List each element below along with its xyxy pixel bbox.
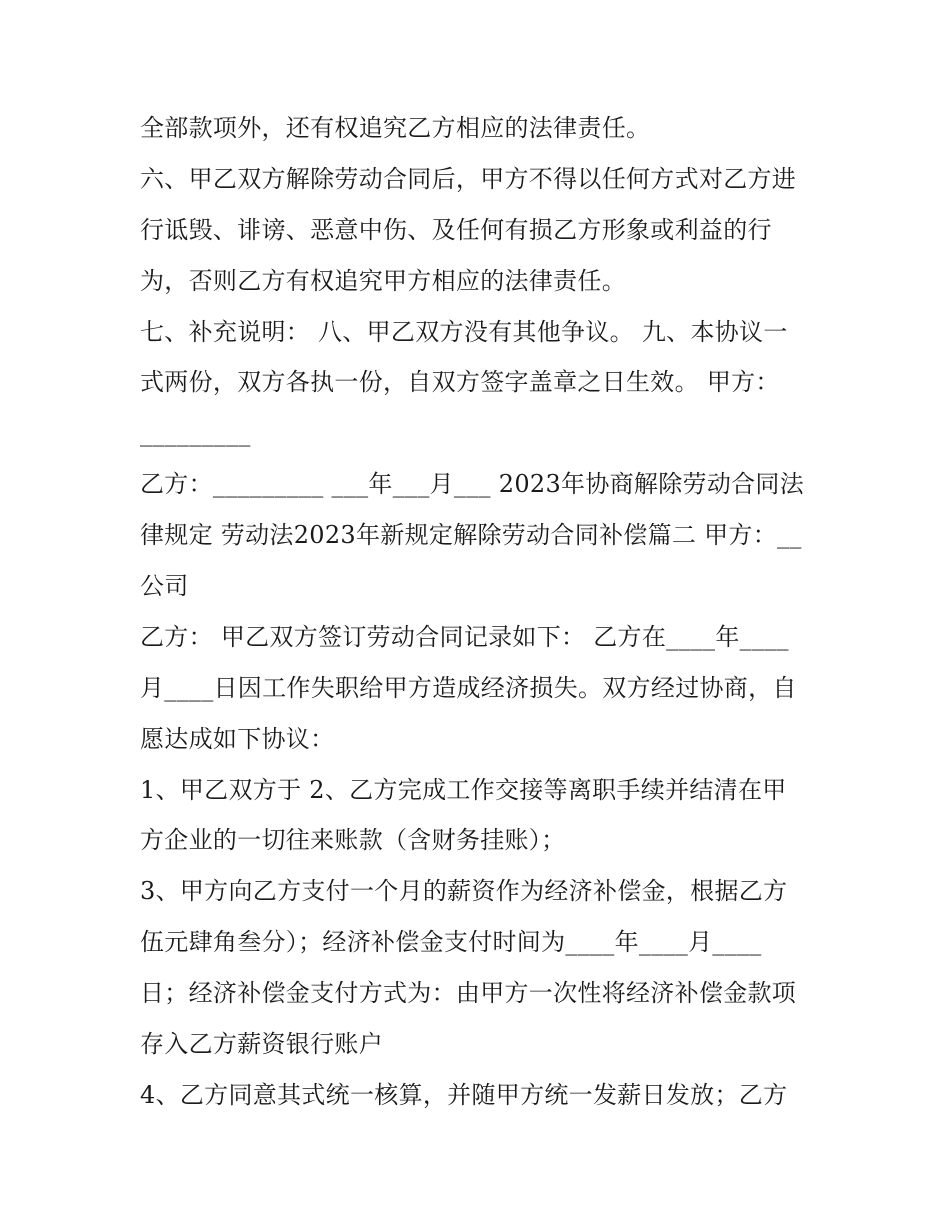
text-line: 伍元肆角叁分）；经济补偿金支付时间为____年____月____: [140, 928, 762, 957]
text-line: 日；经济补偿金支付方式为：由甲方一次性将经济补偿金款项: [140, 979, 797, 1008]
text-line: 七、补充说明： 八、甲乙双方没有其他争议。 九、本协议一: [140, 317, 788, 346]
text-line: 月____日因工作失职给甲方造成经济损失。双方经过协商，自: [140, 673, 797, 702]
text-line: 愿达成如下协议：: [140, 724, 335, 753]
text-line: 存入乙方薪资银行账户: [140, 1030, 383, 1059]
text-line: 方企业的一切往来账款（含财务挂账）；: [140, 826, 566, 855]
text-line: 公司: [140, 572, 189, 601]
text-line: 式两份，双方各执一份，自双方签字盖章之日生效。 甲方：: [140, 368, 780, 397]
signature-blank: _________: [140, 419, 251, 448]
text-line: 律规定 劳动法2023年新规定解除劳动合同补偿篇二 甲方：__: [140, 521, 802, 550]
text-line: 六、甲乙双方解除劳动合同后，甲方不得以任何方式对乙方进: [140, 164, 797, 193]
text-line: 3、甲方向乙方支付一个月的薪资作为经济补偿金，根据乙方: [140, 877, 788, 906]
text-line: 4、乙方同意其式统一核算，并随甲方统一发薪日发放；乙方: [140, 1080, 788, 1109]
text-line: 全部款项外，还有权追究乙方相应的法律责任。: [140, 114, 651, 142]
text-line: 1、甲乙双方于 2、乙方完成工作交接等离职手续并结清在甲: [140, 775, 787, 804]
document-page: [140, 103, 820, 1121]
text-line: 乙方： 甲乙双方签订劳动合同记录如下： 乙方在____年____: [140, 622, 789, 651]
text-line: 为，否则乙方有权追究甲方相应的法律责任。: [140, 266, 626, 295]
text-line: 乙方：_________ ___年___月___ 2023年协商解除劳动合同法: [140, 470, 805, 499]
text-line: 行诋毁、诽谤、恶意中伤、及任何有损乙方形象或利益的行: [140, 215, 772, 244]
